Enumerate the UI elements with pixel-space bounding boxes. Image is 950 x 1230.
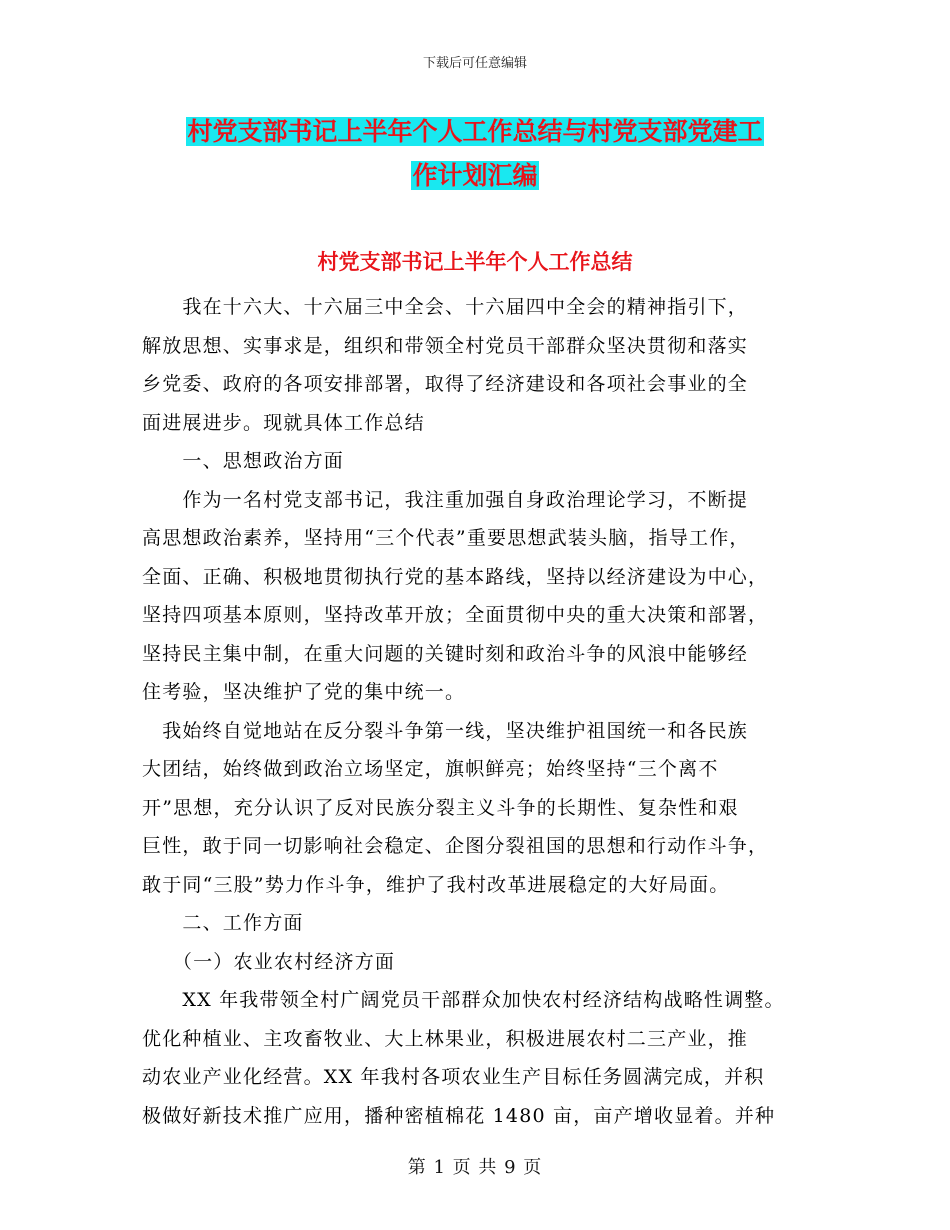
section-heading-2: 二、工作方面: [142, 912, 304, 934]
document-title: [150, 110, 800, 198]
text-line: 大团结，始终做到政治立场坚定，旗帜鲜亮；始终坚持“三个离不: [142, 758, 719, 780]
section-heading-1: 一、思想政治方面: [142, 450, 345, 472]
text-line: 高思想政治素养，坚持用“三个代表”重要思想武装头脑，指导工作，: [142, 527, 750, 549]
text-line: 我始终自觉地站在反分裂斗争第一线，坚决维护祖国统一和各民族: [142, 719, 749, 742]
text-line: 开”思想，充分认识了反对民族分裂主义斗争的长期性、复杂性和艰: [142, 796, 739, 819]
text-line: 动农业产业化经营。XX 年我村各项农业生产目标任务圆满完成，并积: [142, 1066, 765, 1088]
text-line: 作为一名村党支部书记，我注重加强自身政治理论学习，不断提: [142, 488, 749, 511]
text-line: 坚持四项基本原则，坚持改革开放；全面贯彻中央的重大决策和部署，: [142, 604, 769, 626]
text-line: 我在十六大、十六届三中全会、十六届四中全会的精神指引下，: [142, 296, 749, 318]
text-line: XX 年我带领全村广阔党员干部群众加快农村经济结构战略性调整。: [142, 989, 785, 1011]
text-line: 极做好新技术推广应用，播种密植棉花 1480 亩，亩产增收显着。并种: [142, 1104, 776, 1127]
text-line: 住考验，坚决维护了党的集中统一。: [142, 681, 466, 703]
body-text: [142, 288, 822, 1135]
text-line: 巨性，敢于同一切影响社会稳定、企图分裂祖国的思想和行动作斗争，: [142, 835, 769, 857]
document-title-line-1: 村党支部书记上半年个人工作总结与村党支部党建工: [187, 117, 763, 146]
text-line: 全面、正确、积极地贯彻执行党的基本路线，坚持以经济建设为中心，: [142, 565, 769, 588]
page-footer: 第 1 页 共 9 页: [407, 1157, 543, 1178]
text-line: 乡党委、政府的各项安排部署，取得了经济建设和各项社会事业的全: [142, 373, 749, 395]
text-line: 面进展进步。现就具体工作总结: [142, 411, 425, 434]
document-title-line-2: 作计划汇编: [412, 161, 538, 190]
text-line: 优化种植业、主攻畜牧业、大上林果业，积极进展农村二三产业，推: [142, 1027, 749, 1050]
subsection-heading: （一）农业农村经济方面: [142, 950, 396, 973]
text-line: 坚持民主集中制，在重大问题的关键时刻和政治斗争的风浪中能够经: [142, 642, 749, 665]
section-title: 村党支部书记上半年个人工作总结: [317, 250, 633, 274]
text-line: 解放思想、实事求是，组织和带领全村党员干部群众坚决贯彻和落实: [142, 334, 749, 357]
header-note: 下载后可任意编辑: [422, 56, 527, 71]
text-line: 敢于同“三股”势力作斗争，维护了我村改革进展稳定的大好局面。: [142, 873, 730, 896]
